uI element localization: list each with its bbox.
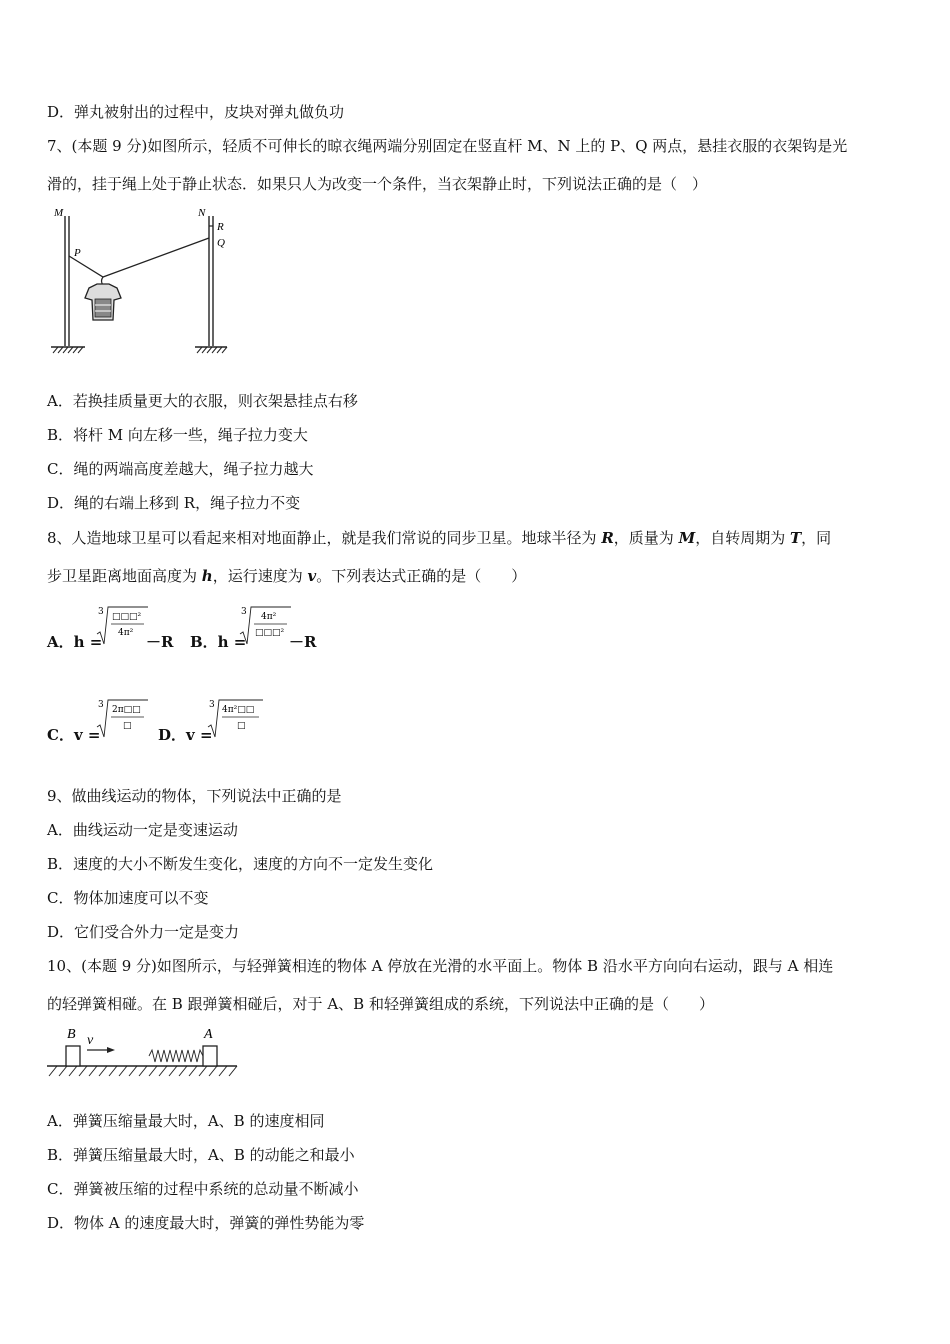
q8-stem1b: ，质量为 [613,529,679,547]
q10-tag: (本题 9 分) [81,957,157,975]
q8-var-r: R [601,529,614,547]
q7-option-c: C．绳的两端高度差越大，绳子拉力越大 [47,460,314,478]
q8-option-c-label: C．v = [47,726,101,744]
q8-option-a-label: A．h = [47,633,103,651]
q8-var-t: T [789,529,802,547]
q7-stem-line1 [47,136,847,156]
q8-stem1c: ，自转周期为 [695,529,790,547]
root-index: 3 [98,700,104,710]
label-p: P [74,247,81,259]
q10-option-b: B．弹簧压缩量最大时，A、B 的动能之和最小 [47,1146,355,1164]
q8-b-numerator: 4π² [261,612,277,622]
q8-var-h: h [201,567,213,585]
q8-option-b-label: B．h = [190,633,247,651]
q8-option-d-cube-root [207,697,263,743]
q8-b-denominator: □□□² [255,628,285,638]
label-r: R [217,221,224,233]
q10-number: 10、 [47,957,82,975]
q7-tag: (本题 9 分) [71,137,148,155]
q7-option-b: B．将杆 M 向左移一些，绳子拉力变大 [47,426,308,444]
q8-stem1a: 人造地球卫星可以看起来相对地面静止，就是我们常说的同步卫星。地球半径为 [71,529,602,547]
q7-option-a: A．若换挂质量更大的衣服，则衣架悬挂点右移 [47,392,358,410]
label-m: M [54,207,64,219]
label-q: Q [217,237,225,249]
q8-var-v: v [307,567,317,585]
q8-stem2b: ，运行速度为 [212,567,308,585]
label-a: A [204,1027,213,1042]
q10-spring-figure [45,1022,240,1080]
label-b: B [67,1027,76,1042]
q6-option-d: D．弹丸被射出的过程中，皮块对弹丸做负功 [47,103,345,121]
q10-option-a: A．弹簧压缩量最大时，A、B 的速度相同 [47,1112,325,1130]
label-n: N [198,207,206,219]
q10-stem1: 如图所示，与轻弹簧相连的物体 A 停放在光滑的水平面上。物体 B 沿水平方向向右运动，跟与 A 相连 [156,957,834,975]
q8-option-a-cube-root [96,604,148,650]
q8-a-denominator: 4π² [118,628,134,638]
q10-stem-line1 [47,956,833,976]
q7-number: 7、 [47,137,72,155]
q8-a-numerator: □□□² [112,612,142,622]
root-index: 3 [241,607,247,617]
q8-option-a-tail: －R [146,633,174,651]
spring [149,1050,203,1062]
q8-stem-line2 [47,566,526,586]
q8-stem2c: 。下列表达式正确的是（ ） [316,567,527,585]
q8-stem-line1 [47,528,831,548]
block-a [203,1046,217,1066]
q7-stem-line2: 滑的，挂于绳上处于静止状态．如果只人为改变一个条件，当衣架静止时，下列说法正确的是（ ） [47,175,708,193]
root-index: 3 [98,607,104,617]
root-index: 3 [209,700,215,710]
q9-option-b: B．速度的大小不断发生变化，速度的方向不一定发生变化 [47,855,434,873]
rope [69,238,209,277]
q8-stem2a: 步卫星距离地面高度为 [47,567,202,585]
q10-option-d: D．物体 A 的速度最大时，弹簧的弹性势能为零 [47,1214,365,1232]
q8-var-m: M [678,529,696,547]
q7-option-d: D．绳的右端上移到 R，绳子拉力不变 [47,494,301,512]
q8-option-b-cube-root [239,604,291,650]
q8-number: 8、 [47,529,72,547]
q9-stem: 9、做曲线运动的物体，下列说法中正确的是 [47,787,342,805]
q8-option-d-label: D．v = [158,726,213,744]
block-b [66,1046,80,1066]
q8-d-denominator: □ [237,721,246,731]
q10-option-c: C．弹簧被压缩的过程中系统的总动量不断减小 [47,1180,359,1198]
q7-stem1: 如图所示，轻质不可伸长的晾衣绳两端分别固定在竖直杆 M、N 上的 P、Q 两点，悬挂衣服的衣架钩是光 [147,137,848,155]
q9-option-a: A．曲线运动一定是变速运动 [47,821,238,839]
q8-option-c-cube-root [96,697,148,743]
q8-option-b-tail: －R [289,633,317,651]
q9-option-c: C．物体加速度可以不变 [47,889,209,907]
q7-clothesline-figure [45,204,235,362]
q10-stem-line2: 的轻弹簧相碰。在 B 跟弹簧相碰后，对于 A、B 和轻弹簧组成的系统，下列说法中正确的是（ ） [47,995,714,1013]
q8-stem1d: ，同 [801,529,832,547]
q8-d-numerator: 4π²□□ [222,705,255,715]
q9-option-d: D．它们受合外力一定是变力 [47,923,240,941]
q8-c-numerator: 2π□□ [112,705,141,715]
q8-c-denominator: □ [123,721,132,731]
label-v: v [87,1033,94,1048]
